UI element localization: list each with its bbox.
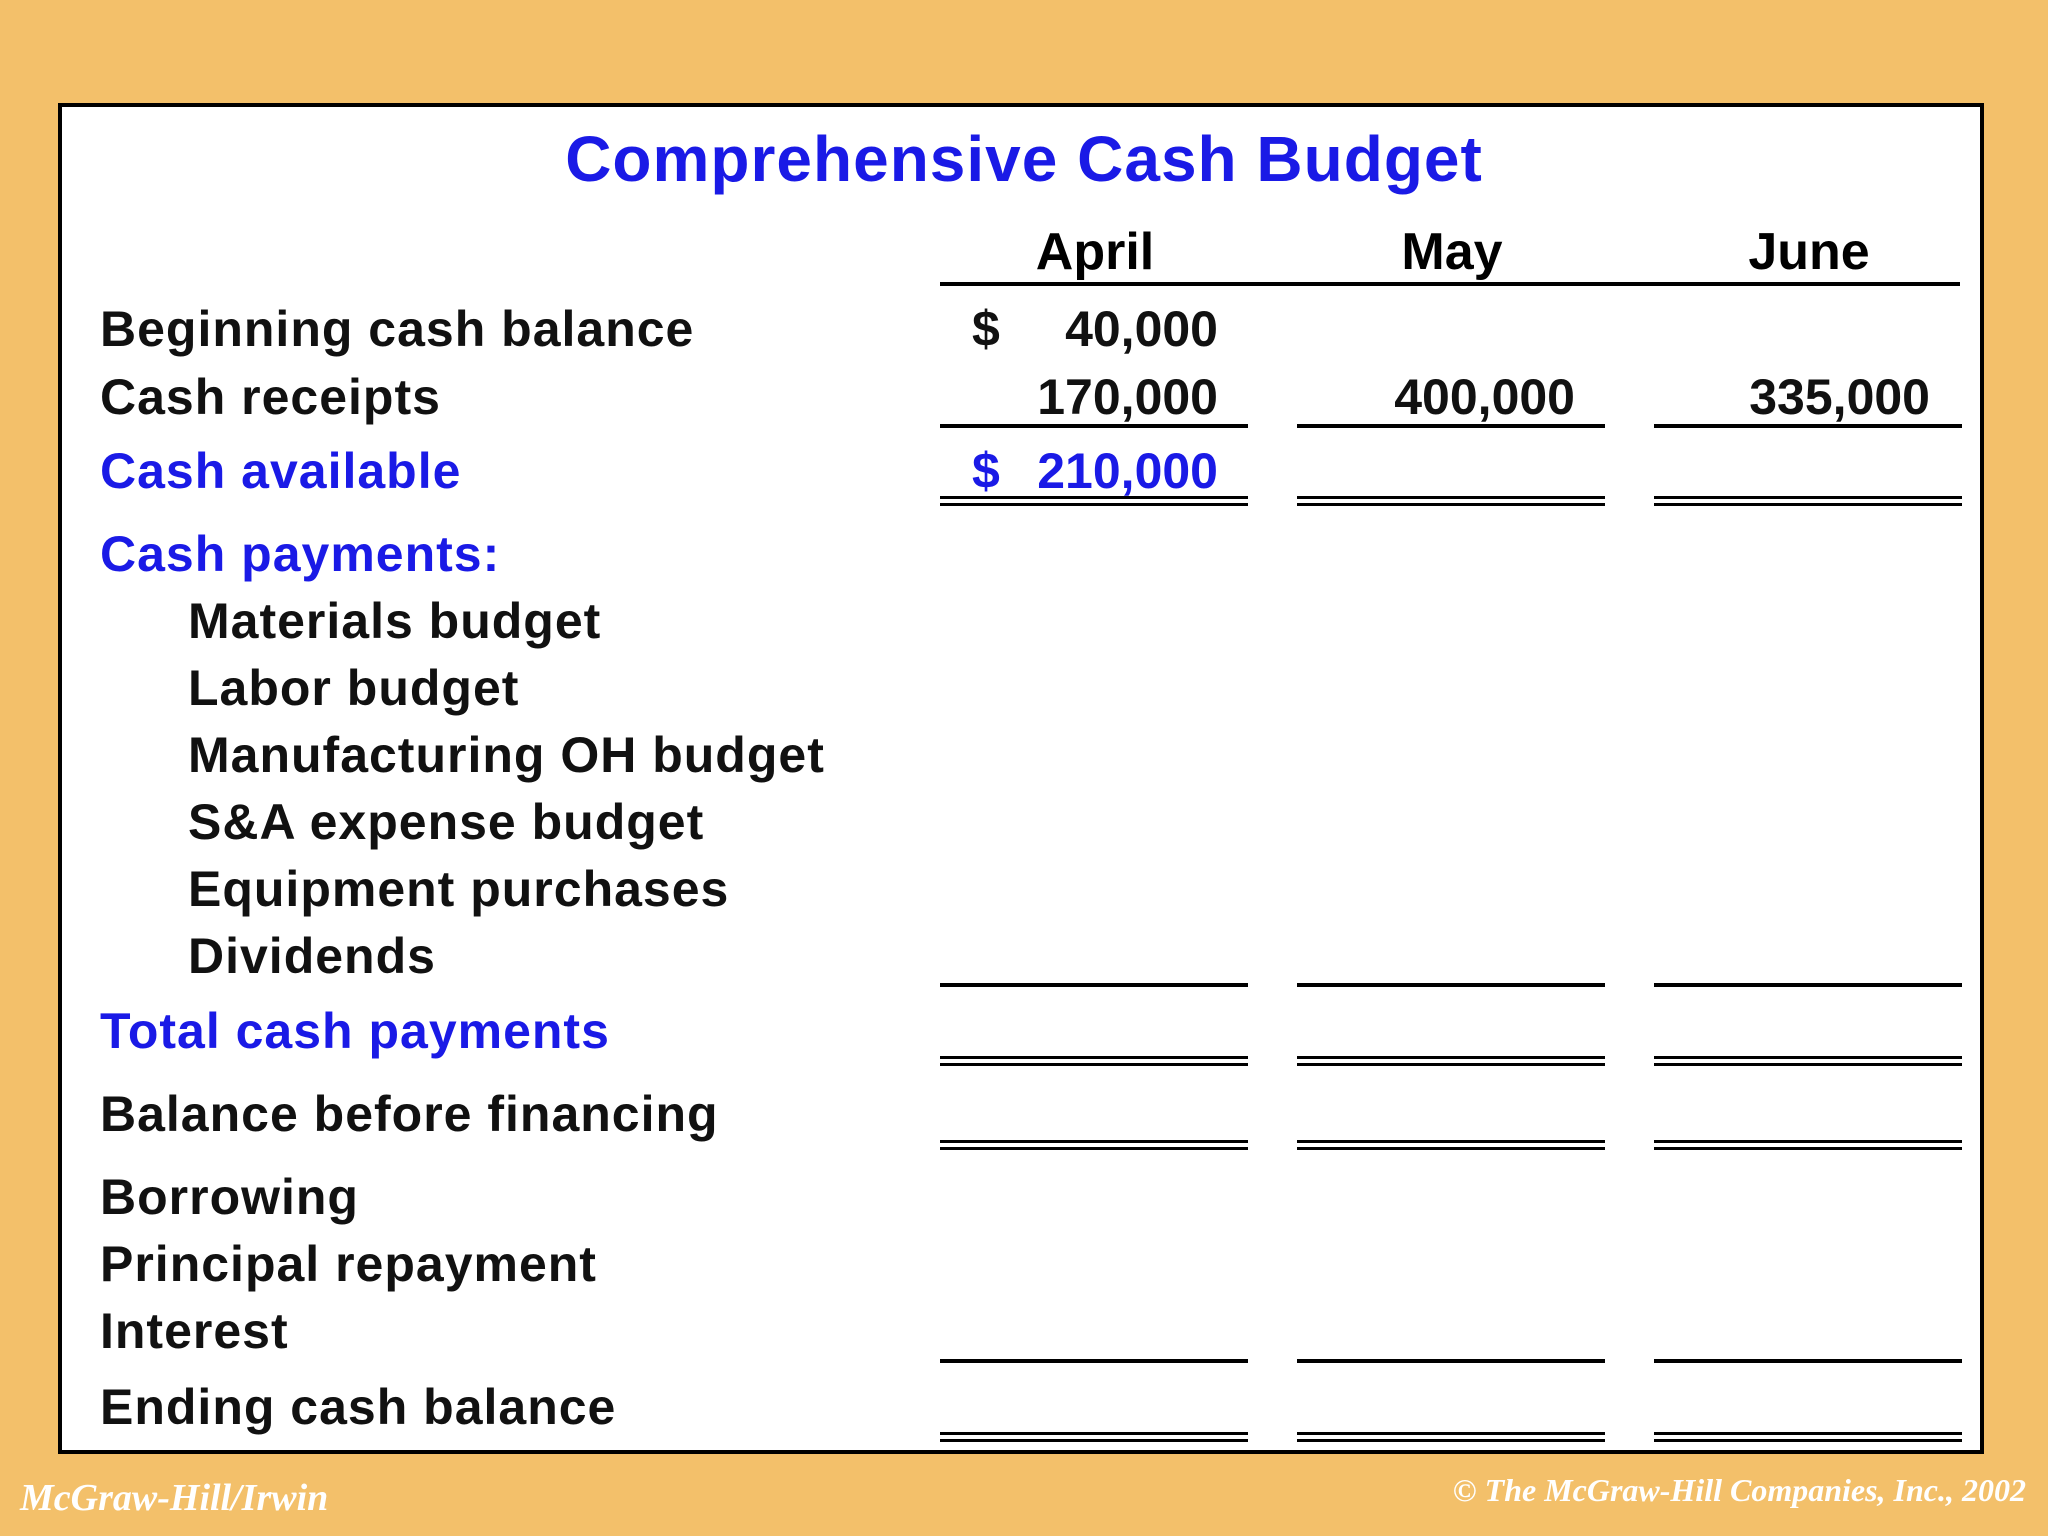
row-label-ending-cash-balance: Ending cash balance (100, 1379, 617, 1435)
row-label-manufacturing-oh-budget: Manufacturing OH budget (188, 727, 825, 783)
april-cash-available: 210,000 (1037, 443, 1218, 499)
april-available-dollar-sign: $ (972, 443, 1000, 499)
column-header-june: June (1748, 223, 1870, 281)
publisher-credit: McGraw-Hill/Irwin (20, 1477, 329, 1519)
april-payments-rule (940, 983, 1248, 987)
row-label-cash-available: Cash available (100, 443, 462, 499)
june-available-double-rule (1654, 496, 1962, 506)
row-label-beginning-cash-balance: Beginning cash balance (100, 301, 695, 357)
june-payments-rule (1654, 983, 1962, 987)
may-balance-double-rule (1297, 1140, 1605, 1150)
row-label-borrowing: Borrowing (100, 1169, 359, 1225)
june-interest-rule (1654, 1359, 1962, 1363)
row-label-principal-repayment: Principal repayment (100, 1236, 597, 1292)
row-label-total-cash-payments: Total cash payments (100, 1003, 610, 1059)
column-header-april: April (1035, 223, 1155, 281)
header-underline (940, 282, 1960, 286)
may-cash-receipts: 400,000 (1394, 369, 1575, 425)
june-ending-double-rule (1654, 1432, 1962, 1442)
row-label-dividends: Dividends (188, 928, 436, 984)
row-label-balance-before-financing: Balance before financing (100, 1086, 719, 1142)
row-label-sa-expense-budget: S&A expense budget (188, 794, 705, 850)
april-total-payments-double-rule (940, 1056, 1248, 1066)
row-label-materials-budget: Materials budget (188, 593, 602, 649)
row-label-interest: Interest (100, 1303, 289, 1359)
april-cash-receipts: 170,000 (1037, 369, 1218, 425)
page-title: Comprehensive Cash Budget (565, 123, 1483, 195)
column-header-may: May (1401, 223, 1503, 281)
row-label-cash-payments: Cash payments: (100, 526, 501, 582)
april-ending-double-rule (940, 1432, 1248, 1442)
may-receipts-rule (1297, 424, 1605, 428)
may-payments-rule (1297, 983, 1605, 987)
may-total-payments-double-rule (1297, 1056, 1605, 1066)
may-available-double-rule (1297, 496, 1605, 506)
may-interest-rule (1297, 1359, 1605, 1363)
june-cash-receipts: 335,000 (1749, 369, 1930, 425)
june-balance-double-rule (1654, 1140, 1962, 1150)
june-total-payments-double-rule (1654, 1056, 1962, 1066)
june-receipts-rule (1654, 424, 1962, 428)
row-label-cash-receipts: Cash receipts (100, 369, 441, 425)
april-receipts-rule (940, 424, 1248, 428)
may-ending-double-rule (1297, 1432, 1605, 1442)
april-balance-double-rule (940, 1140, 1248, 1150)
april-interest-rule (940, 1359, 1248, 1363)
april-beginning-cash: 40,000 (1065, 301, 1218, 357)
april-available-double-rule (940, 496, 1248, 506)
row-label-equipment-purchases: Equipment purchases (188, 861, 730, 917)
copyright-notice: © The McGraw-Hill Companies, Inc., 2002 (1452, 1472, 2026, 1508)
row-label-labor-budget: Labor budget (188, 660, 520, 716)
april-dollar-sign: $ (972, 301, 1000, 357)
